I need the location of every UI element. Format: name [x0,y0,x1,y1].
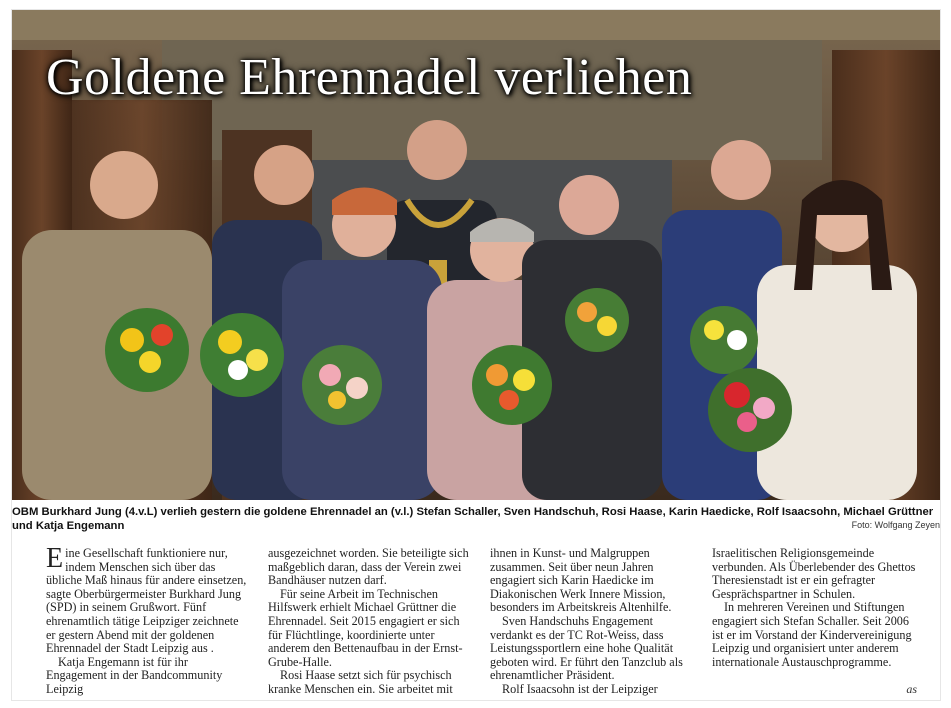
photo-caption: OBM Burkhard Jung (4.v.L) verlieh gestern die goldene Ehrennadel an (v.l.) Stefan Schaller, Sven Handschuh, Rosi Haase, Karin Haedicke, Rolf Isaacsohn, Michael Grüttner und Katja Engemann [12,506,934,532]
paragraph: ihnen in Kunst- und Malgruppen zusammen. Seit über neun Jahren engagiert sich Karin Haedicke im Diakonischen Werk Innere Mission, besonders im Arbeitskreis Altenhilfe. [490,546,672,615]
paragraph: In mehreren Vereinen und Stiftungen engagiert sich Stefan Schaller. Seit 2006 ist er im Vorstand der Kindervereinigung Leipzig und organisiert unter anderem internationale Austauschprogramme. [712,600,912,669]
paragraph: Sven Handschuhs Engagement verdankt es der TC Rot-Weiss, dass Leistungssportlern eine hohe Qualität geboten wird. Er führt den Tanzclub als ehrenamtlicher Präsident. [490,613,683,683]
paragraph: Eine Gesellschaft funktioniere nur, indem Menschen sich über das übliche Maß hinaus für andere einsetzen, sagte Oberbürgermeister Burkhard Jung (SPD) in seinem Grußwort. Fünf ehrenamtlich tätige Leipziger zeichnete er gestern Abend mit der goldenen Ehrennadel der Stadt Leipzig aus . [46,543,247,656]
paragraph: Rolf Isaacsohn ist der Leipziger [502,681,658,696]
author-tag: as [906,682,917,697]
paragraph: ausgezeichnet worden. Sie beteiligte sich maßgeblich daran, dass der Verein zwei Bandhäuser nutzen darf. [268,546,469,588]
group-photo [12,10,940,500]
photo-credit: Foto: Wolfgang Zeyen [851,520,940,530]
article-column-1 [46,543,251,697]
article-column-4 [712,547,917,697]
paragraph: Rosi Haase setzt sich für psychisch kranke Menschen ein. Sie arbeitet mit [268,668,453,696]
article-column-3 [490,547,695,697]
paragraph: Katja Engemann ist für ihr Engagement in der Bandcommunity Leipzig [46,654,223,696]
newspaper-clipping [12,10,940,700]
article-column-2 [268,547,473,697]
drop-cap: E [46,543,64,574]
paragraph: Für seine Arbeit im Technischen Hilfswerk erhielt Michael Grüttner die Ehrennadel. Seit 2015 engagiert er sich für Flüchtlinge, koordinierte unter anderem den Bettenaufbau in der Ernst-Grube-Halle. [268,586,463,669]
article-body [46,543,940,697]
paragraph: Israelitischen Religionsgemeinde verbunden. Als Überlebender des Ghettos Theresienstadt ist er ein gefragter Gesprächspartner in Schulen. [712,546,916,601]
headline: Goldene Ehrennadel verliehen [46,49,693,106]
